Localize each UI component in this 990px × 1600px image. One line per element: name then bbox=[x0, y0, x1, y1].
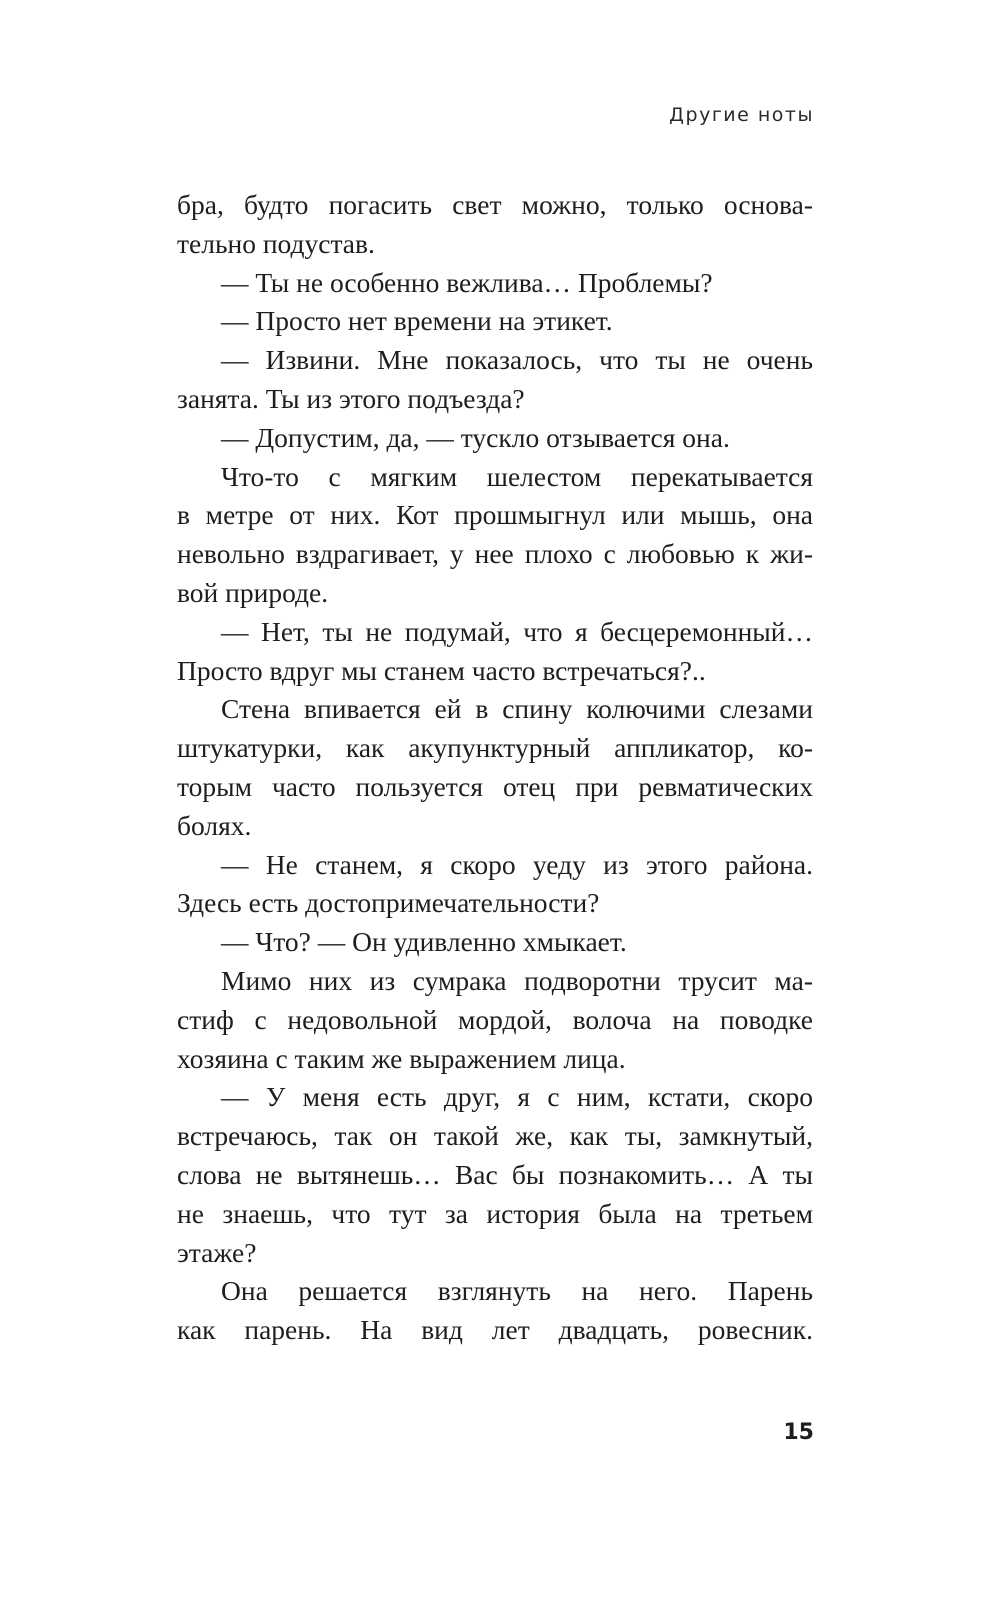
text-line: в метре от них. Кот прошмыгнул или мышь, она bbox=[177, 499, 813, 531]
text-line: не знаешь, что тут за история была на третьем bbox=[177, 1197, 813, 1229]
text-line: вой природе. bbox=[177, 576, 329, 608]
text-line: — У меня есть друг, я с ним, кстати, скоро bbox=[221, 1081, 813, 1113]
text-line: Здесь есть достопримечательности? bbox=[177, 887, 600, 919]
text-line: занята. Ты из этого подъезда? bbox=[177, 382, 525, 414]
text-line: — Ты не особенно вежлива… Проблемы? bbox=[221, 266, 713, 298]
text-line: невольно вздрагивает, у нее плохо с любовью к жи- bbox=[177, 538, 813, 570]
text-line: — Что? — Он удивленно хмыкает. bbox=[221, 926, 627, 958]
text-line: встречаюсь, так он такой же, как ты, замкнутый, bbox=[177, 1120, 813, 1152]
running-header: Другие ноты bbox=[669, 104, 814, 126]
text-line: — Допустим, да, — тускло отзывается она. bbox=[221, 421, 730, 453]
text-line: Она решается взглянуть на него. Парень bbox=[221, 1275, 813, 1307]
page-number: 15 bbox=[783, 1420, 814, 1445]
text-line: как парень. На вид лет двадцать, ровесник. bbox=[177, 1314, 813, 1346]
body-text bbox=[177, 186, 813, 1350]
text-line: Что-то с мягким шелестом перекатывается bbox=[221, 460, 813, 492]
text-line: — Просто нет времени на этикет. bbox=[221, 305, 613, 337]
text-line: — Извини. Мне показалось, что ты не очень bbox=[221, 344, 813, 376]
text-line: стиф с недовольной мордой, волоча на поводке bbox=[177, 1003, 813, 1035]
text-line: бра, будто погасить свет можно, только основа- bbox=[177, 189, 813, 220]
text-line: Просто вдруг мы станем часто встречаться?.. bbox=[177, 654, 706, 686]
text-line: этаже? bbox=[177, 1236, 257, 1268]
text-line: хозяина с таким же выражением лица. bbox=[177, 1042, 626, 1074]
text-line: Стена впивается ей в спину колючими слезами bbox=[221, 693, 813, 725]
text-line: торым часто пользуется отец при ревматических bbox=[177, 770, 813, 802]
text-line: слова не вытянешь… Вас бы познакомить… А ты bbox=[177, 1158, 813, 1190]
text-line: штукатурки, как акупунктурный аппликатор, ко- bbox=[177, 732, 813, 764]
text-line: — Не станем, я скоро уеду из этого района. bbox=[221, 848, 813, 880]
text-line: Мимо них из сумрака подворотни трусит ма- bbox=[221, 964, 813, 996]
text-line: тельно подустав. bbox=[177, 227, 375, 259]
text-line: болях. bbox=[177, 809, 252, 841]
text-line: — Нет, ты не подумай, что я бесцеремонный… bbox=[221, 615, 813, 647]
